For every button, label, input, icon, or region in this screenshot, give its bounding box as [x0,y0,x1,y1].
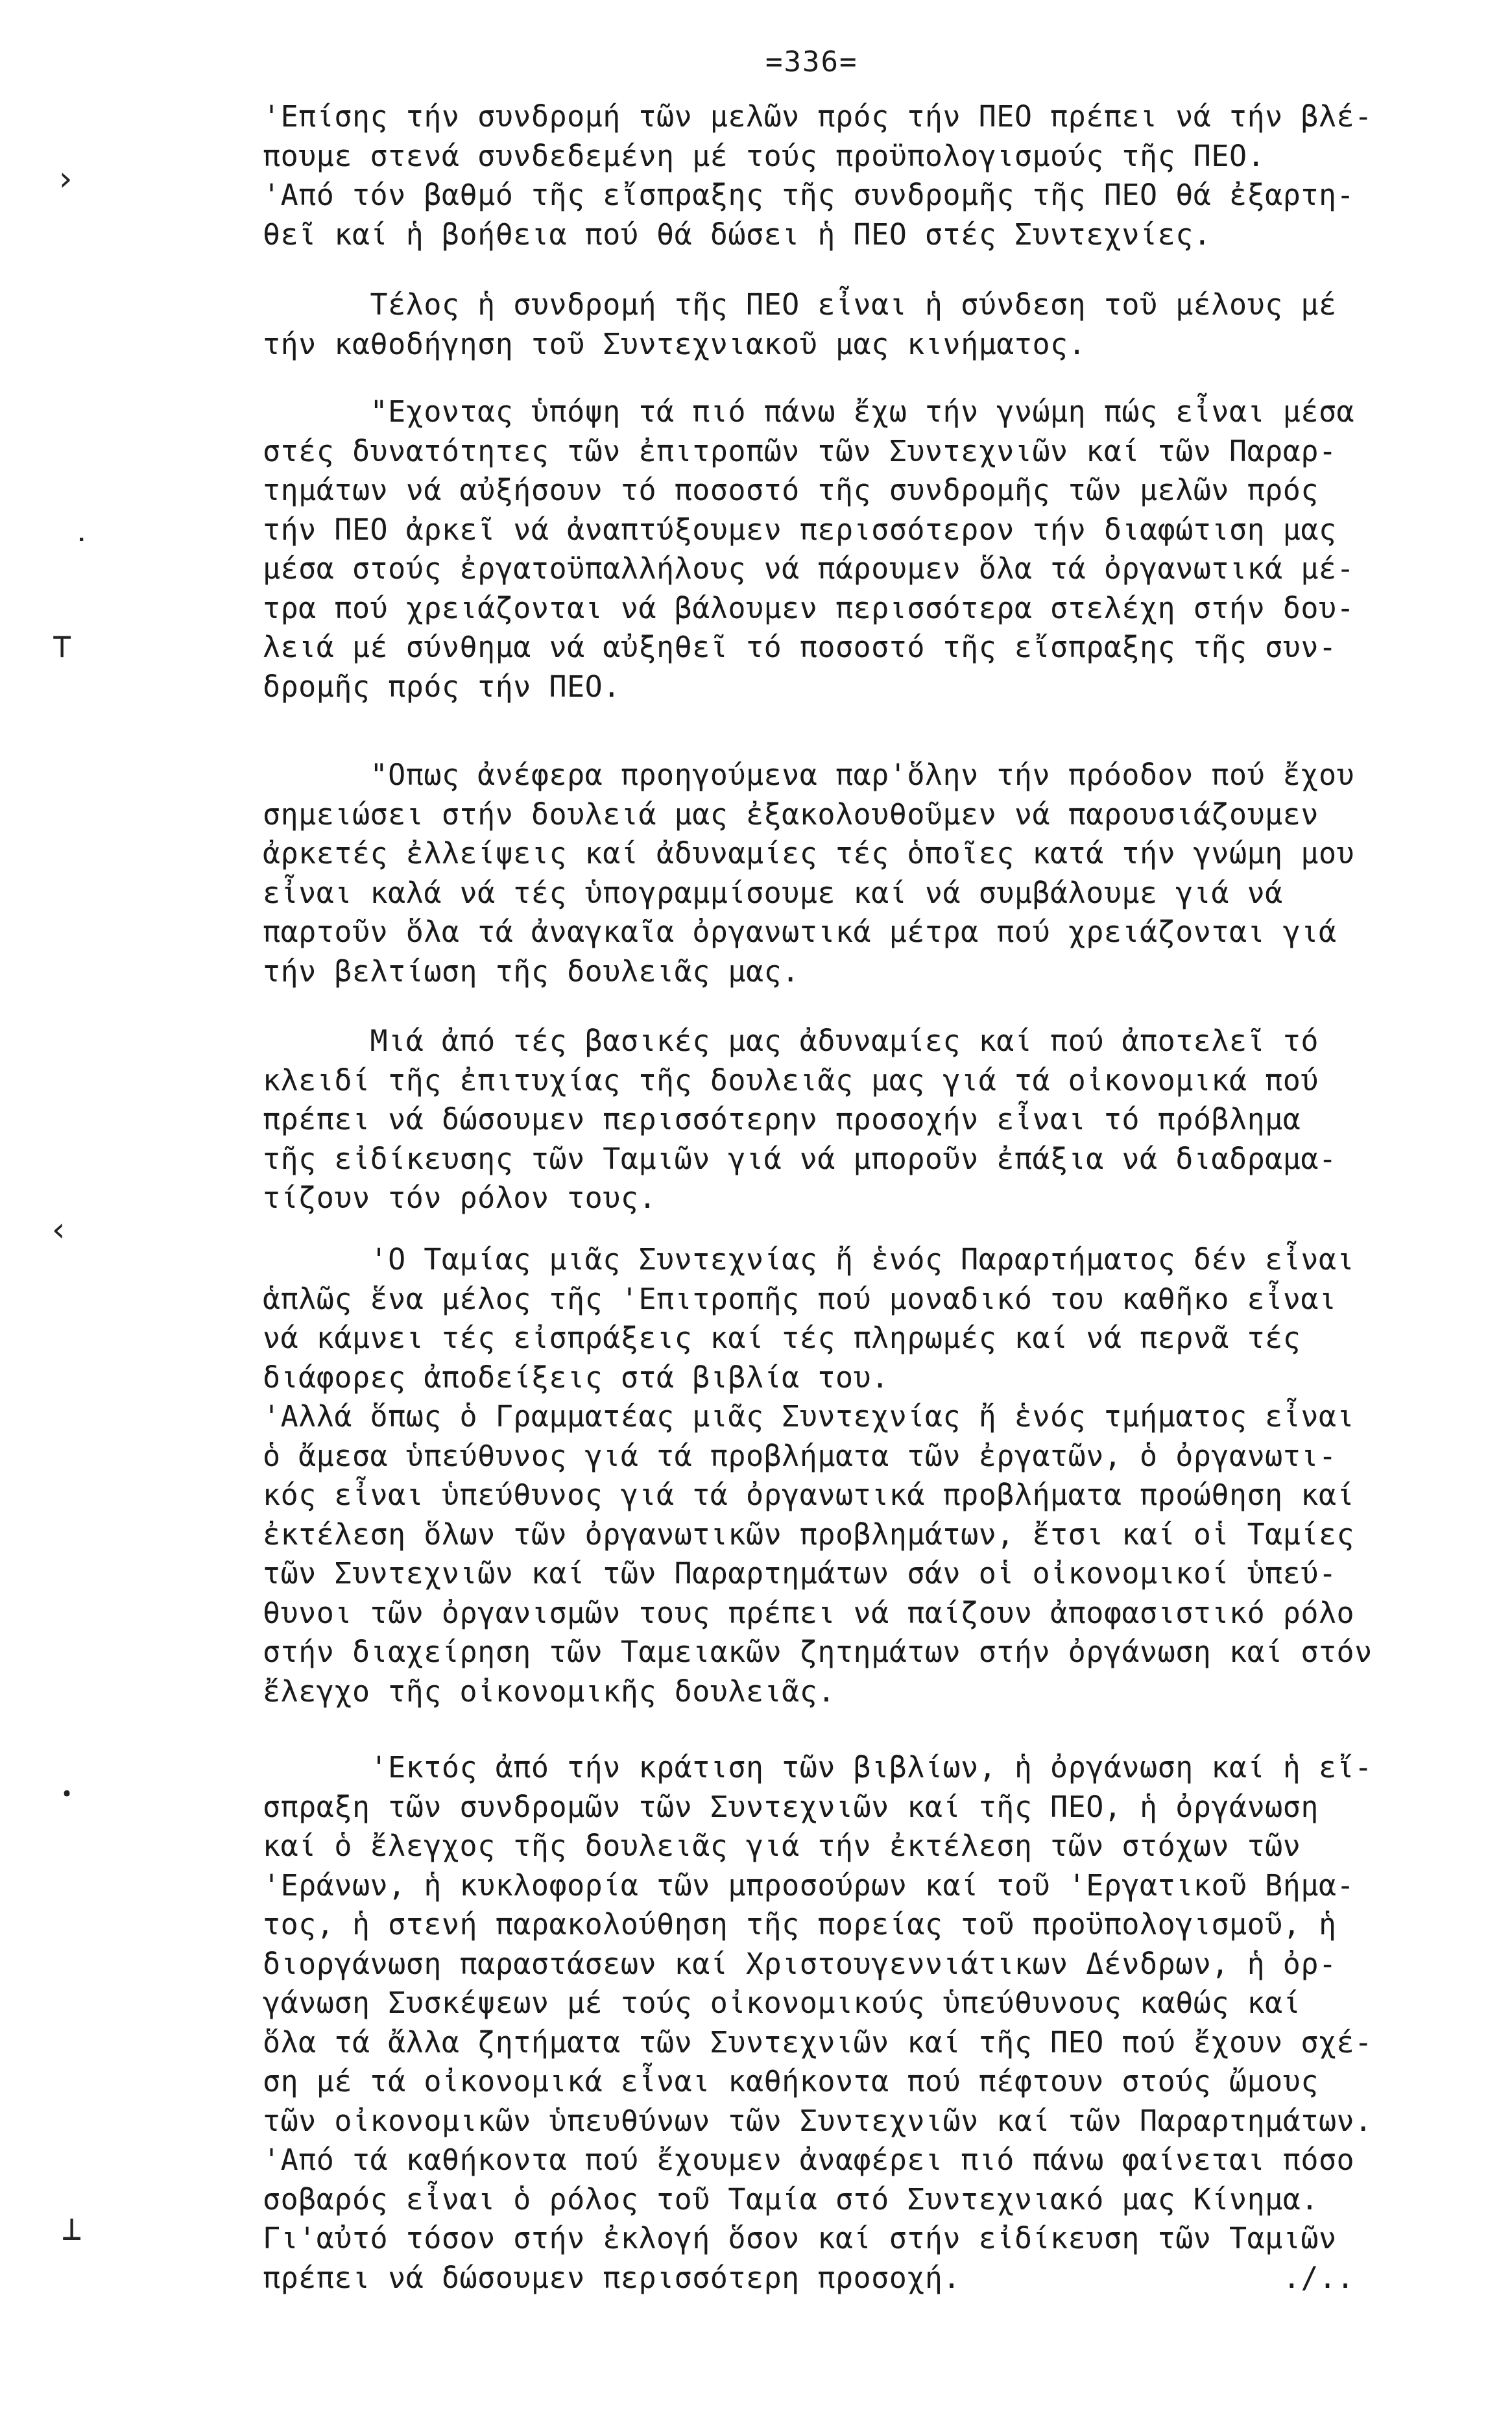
text-line: ἁπλῶς ἕνα μέλος τῆς 'Επιτροπῆς πού μοναδικό του καθῆκο εἶναι [263,1281,1337,1316]
text-line: θεῖ καί ἡ βοήθεια πού θά δώσει ἡ ΠΕΟ στές Συντεχνίες. [263,217,1212,252]
text-line: κλειδί τῆς ἐπιτυχίας τῆς δουλειᾶς μας γιά τά οἰκονομικά πού [263,1063,1319,1098]
text-line: σημειώσει στήν δουλειά μας ἐξακολουθοῦμεν νά παρουσιάζουμεν [263,797,1319,832]
text-line: τρα πού χρειάζονται νά βάλουμεν περισσότερα στελέχη στήν δου- [263,590,1355,625]
text-line: θυνοι τῶν ὀργανισμῶν τους πρέπει νά παίζουν ἀποφασιστικό ρόλο [263,1595,1355,1630]
paragraph-treasurer-specialization [263,1022,1482,1218]
margin-bracket-mark: ‹ [49,1210,69,1249]
text-line: σοβαρός εἶναι ὁ ρόλος τοῦ Ταμία στό Συντεχνιακό μας Κίνημα. [263,2182,1319,2217]
text-line: τημάτων νά αὐξήσουν τό ποσοστό τῆς συνδρομῆς τῶν μελῶν πρός [263,473,1319,507]
page-number: =336= [765,45,858,78]
text-line: 'Από τόν βαθμό τῆς εἴσπραξης τῆς συνδρομῆς τῆς ΠΕΟ θά ἐξαρτη- [263,178,1355,212]
paragraph-treasurer-duties [263,1748,1482,2298]
margin-hook-mark: ꞏ [62,1775,73,1814]
text-line: Μιά ἀπό τές βασικές μας ἀδυναμίες καί πού ἀποτελεῖ τό [263,1024,1319,1058]
text-line: τίζουν τόν ρόλον τους. [263,1181,657,1215]
text-line: στές δυνατότητες τῶν ἐπιτροπῶν τῶν Συντεχνιῶν καί τῶν Παραρ- [263,433,1337,468]
margin-arrow-mark: › [55,160,76,198]
text-line: δρομῆς πρός τήν ΠΕΟ. [263,669,621,704]
text-line: γάνωση Συσκέψεων μέ τούς οἰκονομικούς ὑπεύθυνους καθώς καί [263,1986,1301,2020]
text-line: 'Επίσης τήν συνδρομή τῶν μελῶν πρός τήν ΠΕΟ πρέπει νά τήν βλέ- [263,99,1373,134]
text-line: τήν βελτίωση τῆς δουλειᾶς μας. [263,954,800,989]
text-line: ἔλεγχο τῆς οἰκονομικῆς δουλειᾶς. [263,1674,835,1709]
text-line: νά κάμνει τές εἰσπράξεις καί τές πληρωμές καί νά περνᾶ τές [263,1321,1301,1355]
text-line: λειά μέ σύνθημα νά αὐξηθεῖ τό ποσοστό τῆς εἴσπραξης τῆς συν- [263,630,1337,664]
paragraph-subscription-link [263,285,1482,364]
text-line: ὅλα τά ἄλλα ζητήματα τῶν Συντεχνιῶν καί τῆς ΠΕΟ πού ἔχουν σχέ- [263,2025,1373,2060]
text-line: 'Εκτός ἀπό τήν κράτιση τῶν βιβλίων, ἡ ὀργάνωση καί ἡ εἴ- [263,1750,1373,1785]
paragraph-subscription-budgets [263,97,1482,254]
text-line: "Οπως ἀνέφερα προηγούμενα παρ'ὅλην τήν πρόοδον πού ἔχου [263,758,1355,792]
text-line: ση μέ τά οἰκονομικά εἶναι καθήκοντα πού πέφτουν στούς ὤμους [263,2064,1319,2098]
text-line: πρέπει νά δώσουμεν περισσότερην προσοχήν εἶναι τό πρόβλημα [263,1102,1301,1136]
text-line: διοργάνωση παραστάσεων καί Χριστουγεννιάτικων Δένδρων, ἡ ὀρ- [263,1946,1337,1981]
text-line: παρτοῦν ὅλα τά ἀναγκαῖα ὀργανωτικά μέτρα πού χρειάζονται γιά [263,915,1337,949]
text-line: διάφορες ἀποδείξεις στά βιβλία του. [263,1360,889,1395]
text-line: ὁ ἄμεσα ὑπεύθυνος γιά τά προβλήματα τῶν ἐργατῶν, ὁ ὀργανωτι- [263,1438,1337,1473]
text-line: ἀρκετές ἐλλείψεις καί ἀδυναμίες τές ὁποῖες κατά τήν γνώμη μου [263,836,1355,871]
paragraph-treasurer-role [263,1240,1482,1711]
text-line: Γι'αὐτό τόσον στήν ἐκλογή ὅσον καί στήν εἰδίκευση τῶν Ταμιῶν [263,2221,1337,2255]
text-line: σπραξη τῶν συνδρομῶν τῶν Συντεχνιῶν καί τῆς ΠΕΟ, ἡ ὀργάνωση [263,1789,1319,1824]
text-line: 'Ο Ταμίας μιᾶς Συντεχνίας ἤ ἑνός Παραρτήματος δέν εἶναι [263,1242,1355,1277]
text-line: στήν διαχείρηση τῶν Ταμειακῶν ζητημάτων στήν ὀργάνωση καί στόν [263,1635,1373,1669]
text-line: τος, ἡ στενή παρακολούθηση τῆς πορείας τοῦ προϋπολογισμοῦ, ἡ [263,1907,1337,1941]
paragraph-committees-capability [263,392,1482,706]
text-line: ἐκτέλεση ὅλων τῶν ὀργανωτικῶν προβλημάτων, ἔτσι καί οἱ Ταμίες [263,1517,1355,1552]
text-line: κός εἶναι ὑπεύθυνος γιά τά ὀργανωτικά προβλήματα προώθηση καί [263,1478,1355,1512]
paragraph-weaknesses [263,756,1482,991]
text-line: καί ὁ ἔλεγχος τῆς δουλειᾶς γιά τήν ἐκτέλεση τῶν στόχων τῶν [263,1829,1301,1863]
text-line: τῶν οἰκονομικῶν ὑπευθύνων τῶν Συντεχνιῶν καί τῶν Παραρτημάτων. [263,2103,1373,2138]
text-line: τῆς εἰδίκευσης τῶν Ταμιῶν γιά νά μποροῦν ἐπάξια νά διαδραμα- [263,1141,1337,1176]
text-line: "Εχοντας ὑπόψη τά πιό πάνω ἔχω τήν γνώμη πώς εἶναι μέσα [263,394,1355,429]
text-line: τήν καθοδήγηση τοῦ Συντεχνιακοῦ μας κινήματος. [263,326,1086,361]
margin-dot-mark: ˙ [71,533,92,571]
margin-tee-mark: ⊥ [62,2209,82,2248]
text-line: μέσα στούς ἐργατοϋπαλλήλους νά πάρουμεν ὅλα τά ὀργανωτικά μέ- [263,551,1355,586]
text-line: 'Από τά καθήκοντα πού ἔχουμεν ἀναφέρει πιό πάνω φαίνεται πόσο [263,2143,1355,2177]
text-line: Τέλος ἡ συνδρομή τῆς ΠΕΟ εἶναι ἡ σύνδεση τοῦ μέλους μέ [263,287,1337,322]
text-line: εἶναι καλά νά τές ὑπογραμμίσουμε καί νά συμβάλουμε γιά νά [263,875,1283,910]
text-line: πρέπει νά δώσουμεν περισσότερη προσοχή. ./.. [263,2260,1355,2295]
text-line: 'Αλλά ὅπως ὁ Γραμματέας μιᾶς Συντεχνίας ἤ ἑνός τμήματος εἶναι [263,1399,1355,1434]
text-line: τῶν Συντεχνιῶν καί τῶν Παραρτημάτων σάν οἱ οἰκονομικοί ὑπεύ- [263,1556,1337,1591]
text-line: 'Εράνων, ἡ κυκλοφορία τῶν μπροσούρων καί τοῦ 'Εργατικοῦ Βήμα- [263,1868,1355,1903]
margin-tick-mark: ⊤ [52,627,73,666]
text-line: πουμε στενά συνδεδεμένη μέ τούς προϋπολογισμούς τῆς ΠΕΟ. [263,138,1266,173]
text-line: τήν ΠΕΟ ἀρκεῖ νά ἀναπτύξουμεν περισσότερον τήν διαφώτιση μας [263,512,1337,547]
